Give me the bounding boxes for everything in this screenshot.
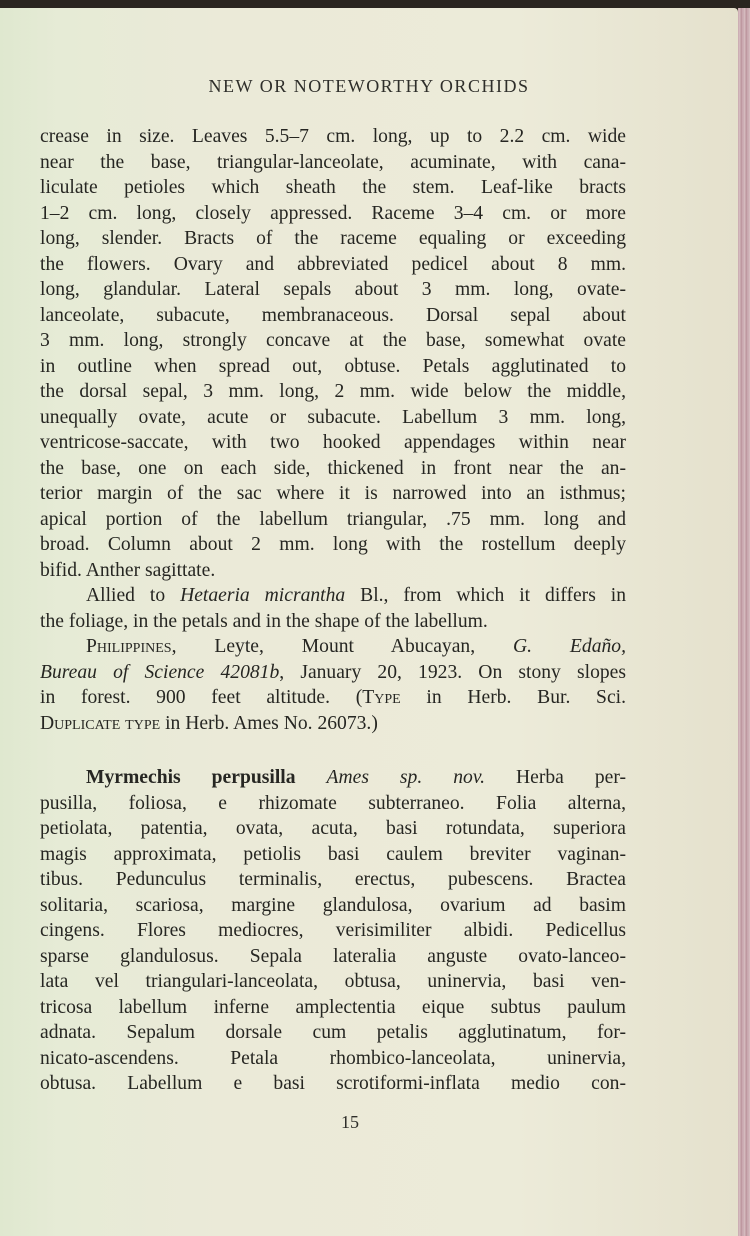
text-line: ventricose-saccate, with two hooked appendages within near — [40, 432, 626, 453]
text-line: crease in size. Leaves 5.5–7 cm. long, up to 2.2 cm. wide — [40, 126, 626, 147]
text-line: obtusa. Labellum e basi scrotiformi-inflata medio con- — [40, 1073, 626, 1094]
species-description — [40, 765, 626, 1097]
book-page — [0, 8, 738, 1236]
running-header: NEW OR NOTEWORTHY ORCHIDS — [208, 76, 530, 96]
text-line: pusilla, foliosa, e rhizomate subterraneo. Folia alterna, — [40, 792, 626, 814]
text-line: 3 mm. long, strongly concave at the base, somewhat ovate — [40, 330, 626, 351]
citation-text: in Herb. Bur. Sci. — [400, 687, 626, 708]
text-line — [40, 711, 626, 737]
duplicate-type-label: Duplicate type — [40, 712, 161, 734]
text-line: near the base, triangular-lanceolate, acuminate, with cana- — [40, 151, 626, 173]
text-line: nicato-ascendens. Petala rhombico-lanceolata, uninervia, — [40, 1047, 626, 1069]
page-edge — [738, 8, 750, 1236]
text-line: sparse glandulosus. Sepala lateralia anguste ovato-lanceo- — [40, 945, 626, 967]
text-line: unequally ovate, acute or subacute. Labellum 3 mm. long, — [40, 406, 626, 428]
type-citation-paragraph — [40, 634, 626, 736]
text-line: long, slender. Bracts of the raceme equaling or exceeding — [40, 228, 626, 249]
text-line — [40, 634, 626, 660]
type-label: Type — [362, 687, 401, 708]
text-line: petiolata, patentia, ovata, acuta, basi rotundata, superiora — [40, 818, 626, 839]
citation-text: in Herb. Ames No. 26073.) — [160, 712, 378, 734]
text-line: the flowers. Ovary and abbreviated pedicel about 8 mm. — [40, 253, 626, 275]
text-line — [40, 765, 626, 791]
species-name: Myrmechis perpusilla — [86, 767, 296, 788]
text-line: solitaria, scariosa, margine glandulosa, ovarium ad basim — [40, 894, 626, 916]
text-line: broad. Column about 2 mm. long with the rostellum deeply — [40, 534, 626, 555]
citation-text: in forest. 900 feet altitude. ( — [40, 687, 363, 708]
species-authority: Ames sp. nov. — [326, 767, 485, 788]
locality-text: , Leyte, Mount Abucayan, — [171, 636, 513, 657]
text-line: apical portion of the labellum triangular, .75 mm. long and — [40, 508, 626, 530]
page-text — [40, 124, 626, 1097]
text-line: liculate petioles which sheath the stem. Leaf-like bracts — [40, 177, 626, 198]
text-line: long, glandular. Lateral sepals about 3 mm. long, ovate- — [40, 279, 626, 300]
text-line: terior margin of the sac where it is narrowed into an isthmus; — [40, 483, 626, 504]
text-line — [40, 583, 626, 609]
species-text: Herba per- — [484, 767, 626, 788]
locality-country: Philippines — [86, 636, 172, 657]
text-line: magis approximata, petiolis basi caulem breviter vaginan- — [40, 843, 626, 865]
text-line: lata vel triangulari-lanceolata, obtusa, uninervia, basi ven- — [40, 971, 626, 992]
text-line: the foliage, in the petals and in the shape of the labellum. — [40, 610, 488, 632]
citation-text: , January 20, 1923. On stony slopes — [279, 661, 626, 683]
text-line: cingens. Flores mediocres, verisimiliter albidi. Pedicellus — [40, 920, 626, 941]
allied-species-name: Hetaeria micrantha — [180, 585, 346, 606]
text-line: tricosa labellum inferne amplectentia eique subtus paulum — [40, 996, 626, 1018]
text-line: tibus. Pedunculus terminalis, erectus, pubescens. Bractea — [40, 869, 626, 890]
page-number: 15 — [341, 1112, 359, 1132]
text-line: 1–2 cm. long, closely appressed. Raceme 3–4 cm. or more — [40, 202, 626, 224]
text-line: adnata. Sepalum dorsale cum petalis agglutinatum, for- — [40, 1022, 626, 1043]
allied-paragraph — [40, 583, 626, 634]
paragraph-gap — [40, 736, 626, 765]
text-line: bifid. Anther sagittate. — [40, 559, 216, 581]
text-line: the dorsal sepal, 3 mm. long, 2 mm. wide below the middle, — [40, 381, 626, 402]
text-line — [40, 660, 626, 686]
collector-name: G. Edaño, — [513, 636, 626, 657]
text-line — [40, 685, 626, 711]
text-line: in outline when spread out, obtuse. Petals agglutinated to — [40, 355, 626, 377]
specimen-number: Bureau of Science 42081b — [40, 661, 280, 683]
text-line: lanceolate, subacute, membranaceous. Dorsal sepal about — [40, 304, 626, 326]
text-line: the base, one on each side, thickened in front near the an- — [40, 457, 626, 479]
description-paragraph — [40, 124, 626, 583]
allied-text: Allied to — [86, 585, 181, 606]
allied-text: Bl., from which it differs in — [345, 585, 626, 606]
